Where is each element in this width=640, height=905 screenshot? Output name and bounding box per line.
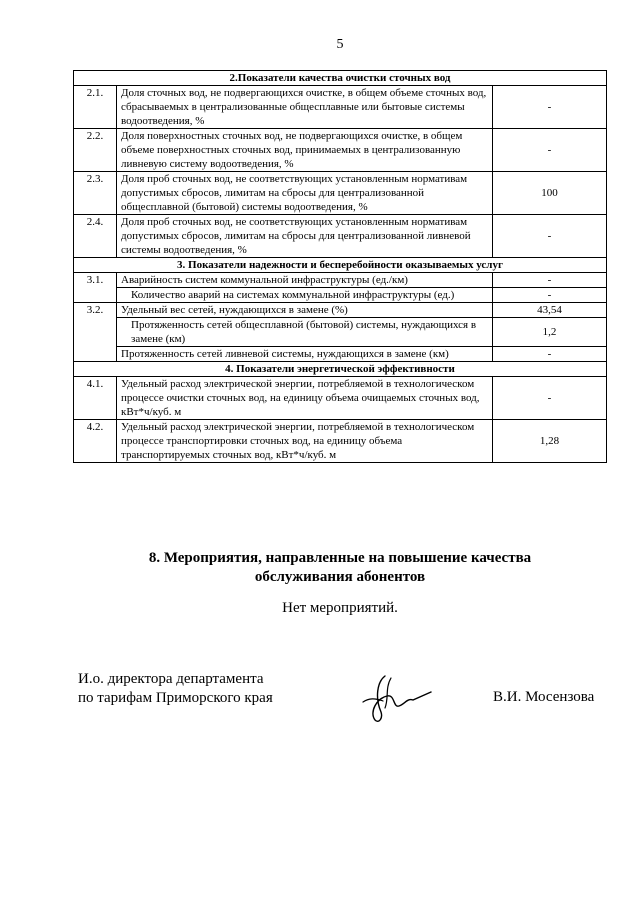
table-row [74,273,607,288]
row-description: Доля поверхностных сточных вод, не подвергающихся очистке, в общем объеме поверхностных сточных вод, принимаемых в централизованную ливневую систему водоотведения, % [117,129,493,172]
position-line2: по тарифам Приморского края [78,690,273,706]
table-row [74,347,607,362]
row-description: Протяженность сетей ливневой системы, нуждающихся в замене (км) [117,347,493,362]
row-value: - [493,347,607,362]
section-header-row [74,362,607,377]
row-value: - [493,215,607,258]
row-number: 4.2. [74,420,117,463]
row-value: - [493,86,607,129]
row-value: - [493,273,607,288]
table-row [74,129,607,172]
row-description: Протяженность сетей общесплавной (бытовой) системы, нуждающихся в замене (км) [117,318,493,347]
section-8-title-line1: 8. Мероприятия, направленные на повышение качества [148,550,532,566]
section-8-title [0,549,640,587]
row-description: Доля проб сточных вод, не соответствующих установленным нормативам допустимых сбросов, лимитам на сбросы для централизованной общесплавной (бытовой) системы водоотведения, % [117,172,493,215]
row-number: 2.4. [74,215,117,258]
table-row [74,377,607,420]
row-value: 1,28 [493,420,607,463]
row-value: - [493,288,607,303]
position-line1: И.о. директора департамента [78,671,264,687]
row-value: - [493,377,607,420]
section-8-title-line2: обслуживания абонентов [254,569,426,585]
row-description: Удельный расход электрической энергии, потребляемой в технологическом процессе очистки сточных вод, на единицу объема очищаемых сточных вод, кВт*ч/куб. м [117,377,493,420]
section-title: 2.Показатели качества очистки сточных вод [74,71,607,86]
table-row [74,303,607,318]
signatory-position [78,670,273,708]
row-description: Количество аварий на системах коммунальной инфраструктуры (ед.) [117,288,493,303]
signatory-name: В.И. Мосензова [493,689,595,705]
row-description: Доля сточных вод, не подвергающихся очистке, в общем объеме сточных вод, сбрасываемых в централизованные общесплавные или бытовые системы водоотведения, % [117,86,493,129]
row-description: Доля проб сточных вод, не соответствующих установленным нормативам допустимых сбросов, лимитам на сбросы для централизованной ливневой системы водоотведения, % [117,215,493,258]
row-description: Удельный расход электрической энергии, потребляемой в технологическом процессе транспортировки сточных вод, на единицу объема транспортируемых сточных вод, кВт*ч/куб. м [117,420,493,463]
row-number: 2.2. [74,129,117,172]
row-value: 100 [493,172,607,215]
table-row [74,288,607,303]
row-number: 2.1. [74,86,117,129]
row-value: - [493,129,607,172]
section-header-row [74,71,607,86]
indicators-table [73,70,607,463]
row-value: 43,54 [493,303,607,318]
section-title: 4. Показатели энергетической эффективности [74,362,607,377]
row-number: 2.3. [74,172,117,215]
section-header-row [74,258,607,273]
table-row [74,172,607,215]
table-row [74,420,607,463]
table-row [74,318,607,347]
section-8-body: Нет мероприятий. [282,600,398,616]
row-description: Аварийность систем коммунальной инфраструктуры (ед./км) [117,273,493,288]
handwritten-signature [355,668,435,728]
row-number: 3.2. [74,303,117,362]
row-number: 3.1. [74,273,117,303]
row-description: Удельный вес сетей, нуждающихся в замене (%) [117,303,493,318]
table-row [74,215,607,258]
table-row [74,86,607,129]
page-number: 5 [336,37,344,52]
row-number: 4.1. [74,377,117,420]
row-value: 1,2 [493,318,607,347]
section-title: 3. Показатели надежности и бесперебойности оказываемых услуг [74,258,607,273]
